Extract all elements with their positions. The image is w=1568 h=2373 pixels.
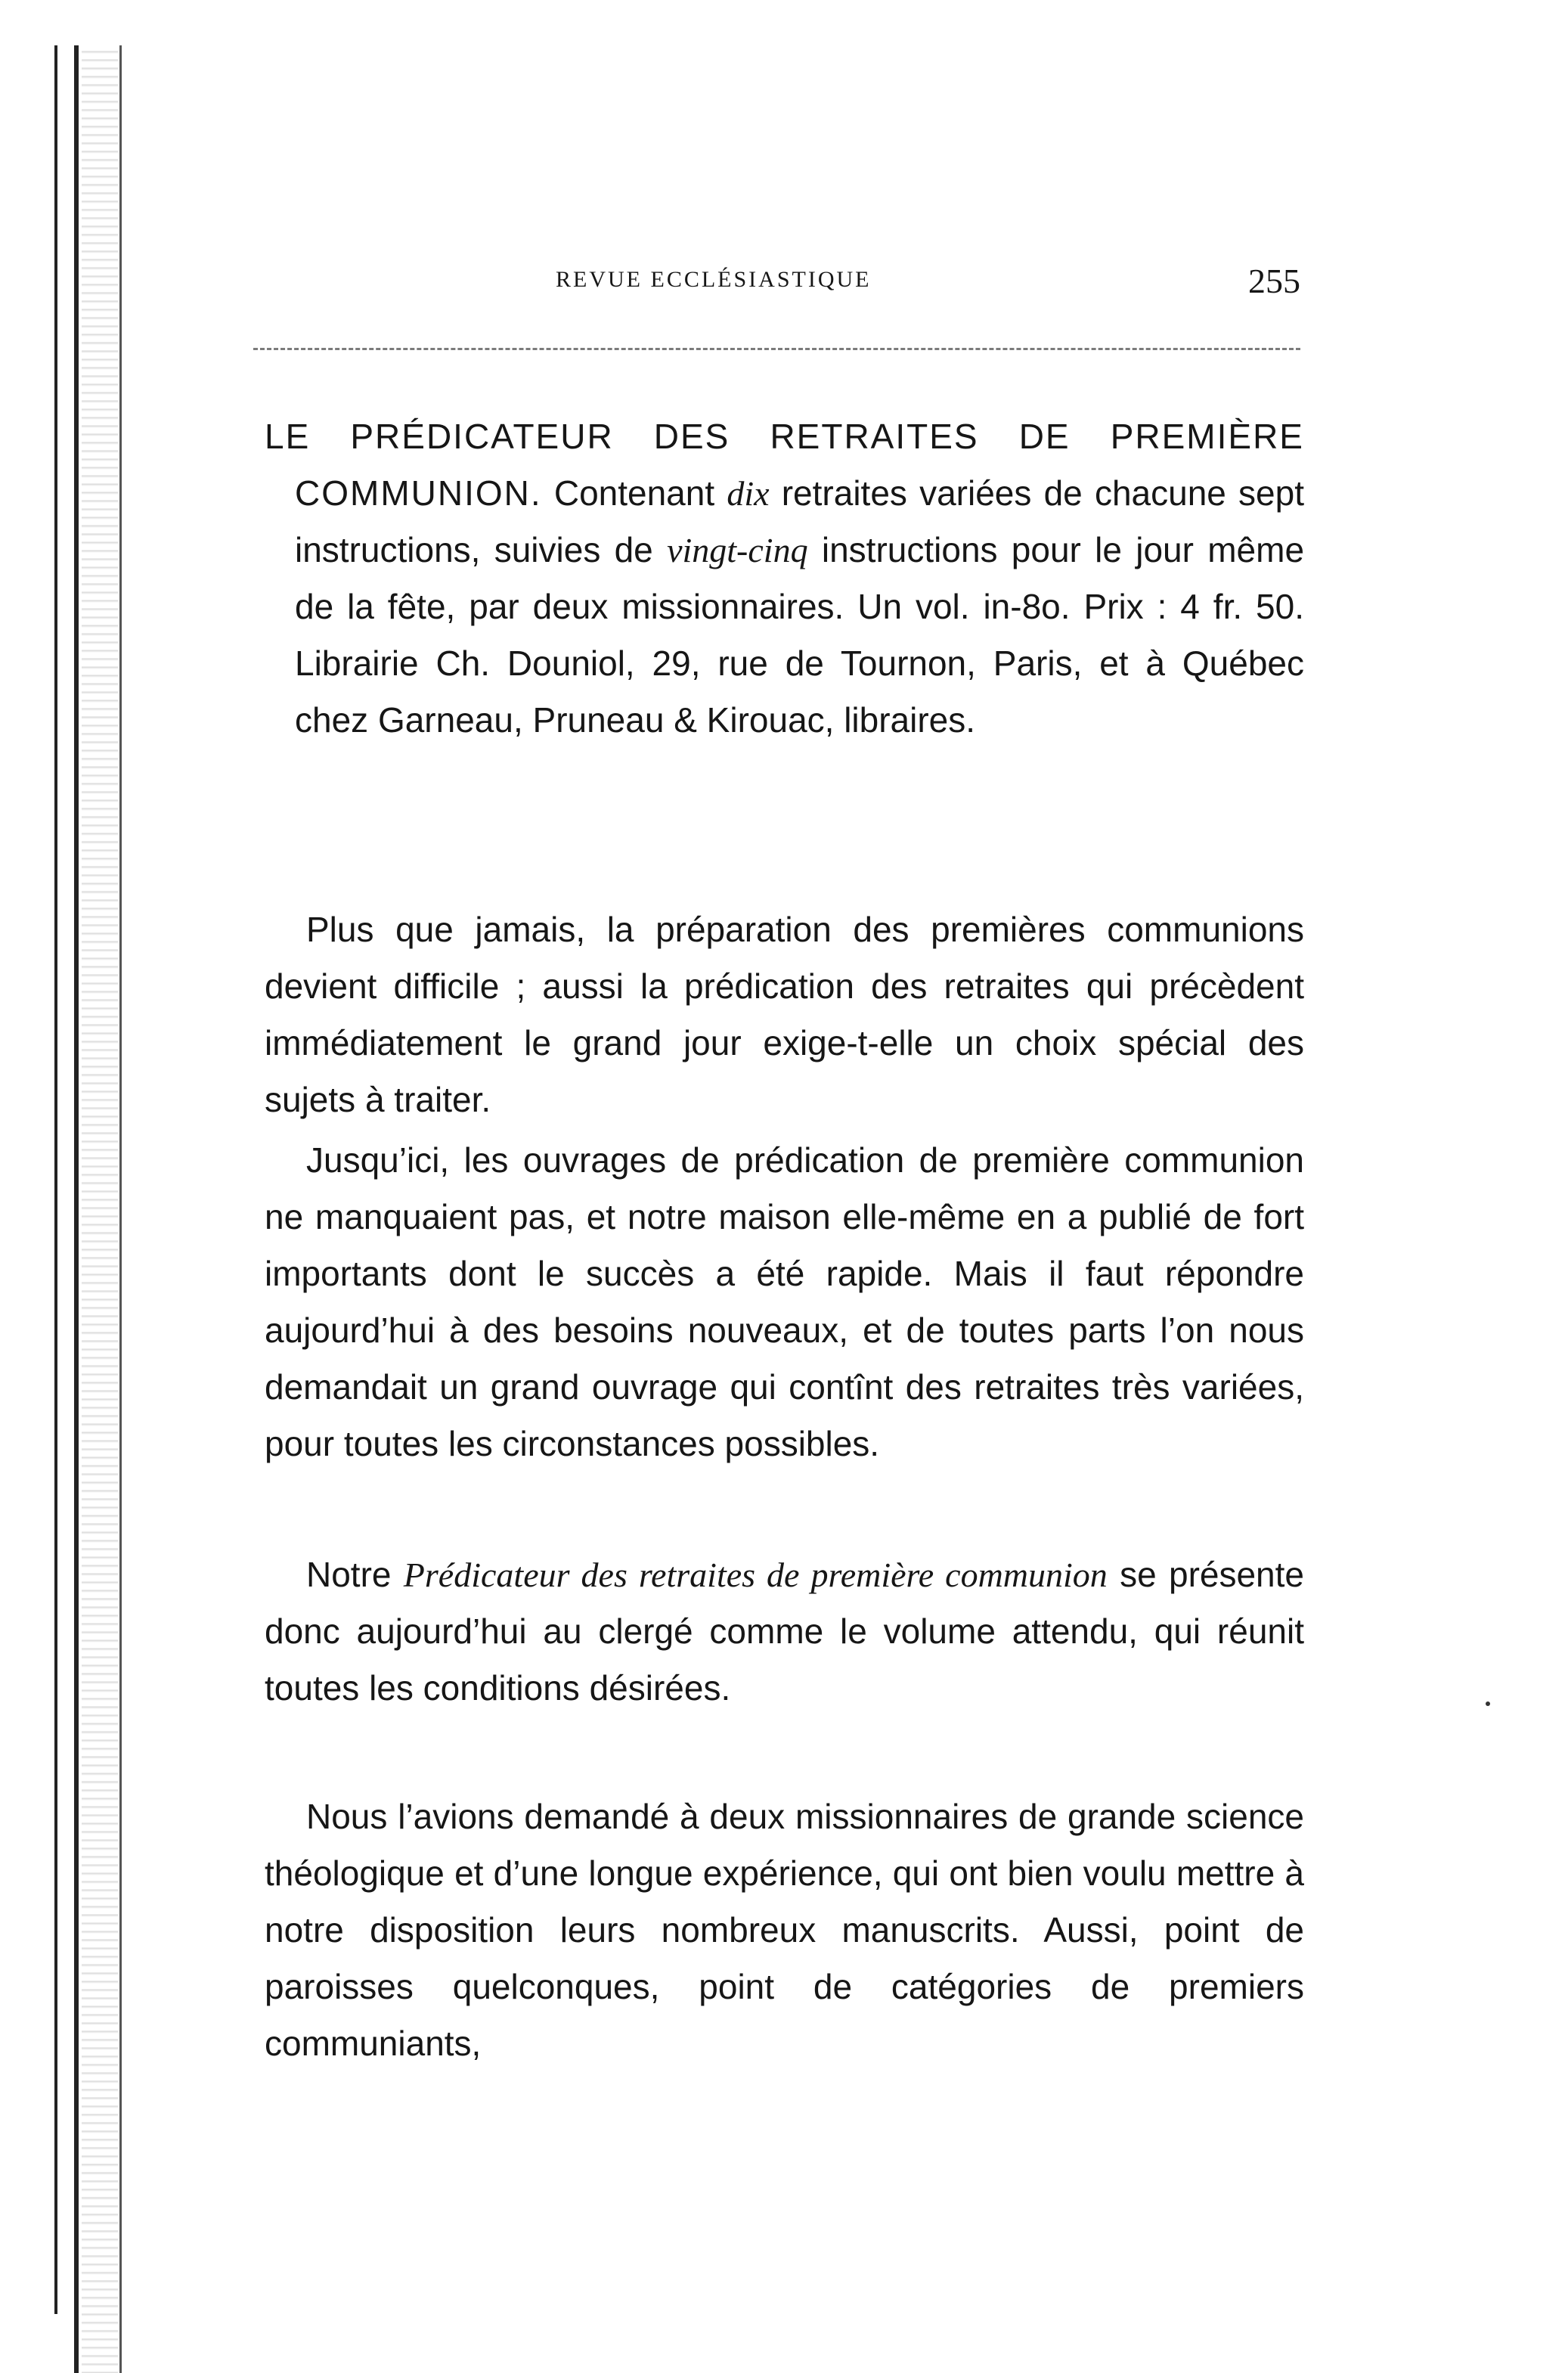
book-description: instructions pour le jour même de la fête, par deux missionnaires. Un vol. in-8o. Prix : 4 fr. 50. Librairie Ch. Douniol, 29, rue de Tournon, Paris, et à Québec chez Garneau, Pruneau & Kirouac, libraires. — [295, 530, 1305, 740]
book-description-emphasis: vingt-cinq — [667, 531, 808, 569]
book-description: Contenant — [553, 473, 715, 513]
book-description: retraites variées de chacune sept instructions, suivies de — [295, 473, 1305, 569]
book-title: LE PRÉDICATEUR DES RETRAITES DE PREMIÈRE COMMUNION. — [265, 417, 1304, 513]
paragraph-text: Notre — [306, 1555, 392, 1594]
page-number: 255 — [1248, 262, 1300, 300]
paragraph — [265, 1546, 1304, 1717]
book-description-emphasis: dix — [727, 474, 770, 513]
binding-line — [74, 45, 79, 2373]
running-head — [253, 261, 1300, 306]
binding-line — [119, 45, 122, 2373]
paragraph: Jusqu’ici, les ouvrages de prédication de première communion ne manquaient pas, et notre maison elle-même en a publié de fort importants dont le succès a été rapide. Mais il faut répondre aujourd’hui à des besoins nouveaux, et de toutes parts l’on nous demandait un grand ouvrage qui contînt des retraites très variées, pour toutes les circonstances possibles. — [265, 1140, 1304, 1463]
book-title-italic: Prédicateur des retraites de première communion — [403, 1556, 1108, 1594]
binding-texture — [82, 45, 118, 2373]
paragraph-text: se présente donc aujourd’hui au clergé comme le volume attendu, qui réunit toutes les conditions désirées. — [265, 1555, 1305, 1708]
paragraph: Plus que jamais, la préparation des premières communions devient difficile ; aussi la prédication des retraites qui précèdent immédiatement le grand jour exige-t-elle un choix spécial des sujets à traiter. — [265, 910, 1304, 1119]
running-title: REVUE ECCLÉSIASTIQUE — [556, 267, 872, 292]
binding-line — [54, 45, 57, 2314]
book-entry — [265, 408, 1304, 749]
header-rule — [253, 348, 1300, 350]
ink-speck — [1486, 1701, 1490, 1706]
page-binding-edge — [0, 0, 132, 2373]
paragraph: Nous l’avions demandé à deux missionnaires de grande science théologique et d’une longue expérience, qui ont bien voulu mettre à notre disposition leurs nombreux manuscrits. Aussi, point de paroisses quelconques, point de catégories de premiers communiants, — [265, 1797, 1304, 2063]
